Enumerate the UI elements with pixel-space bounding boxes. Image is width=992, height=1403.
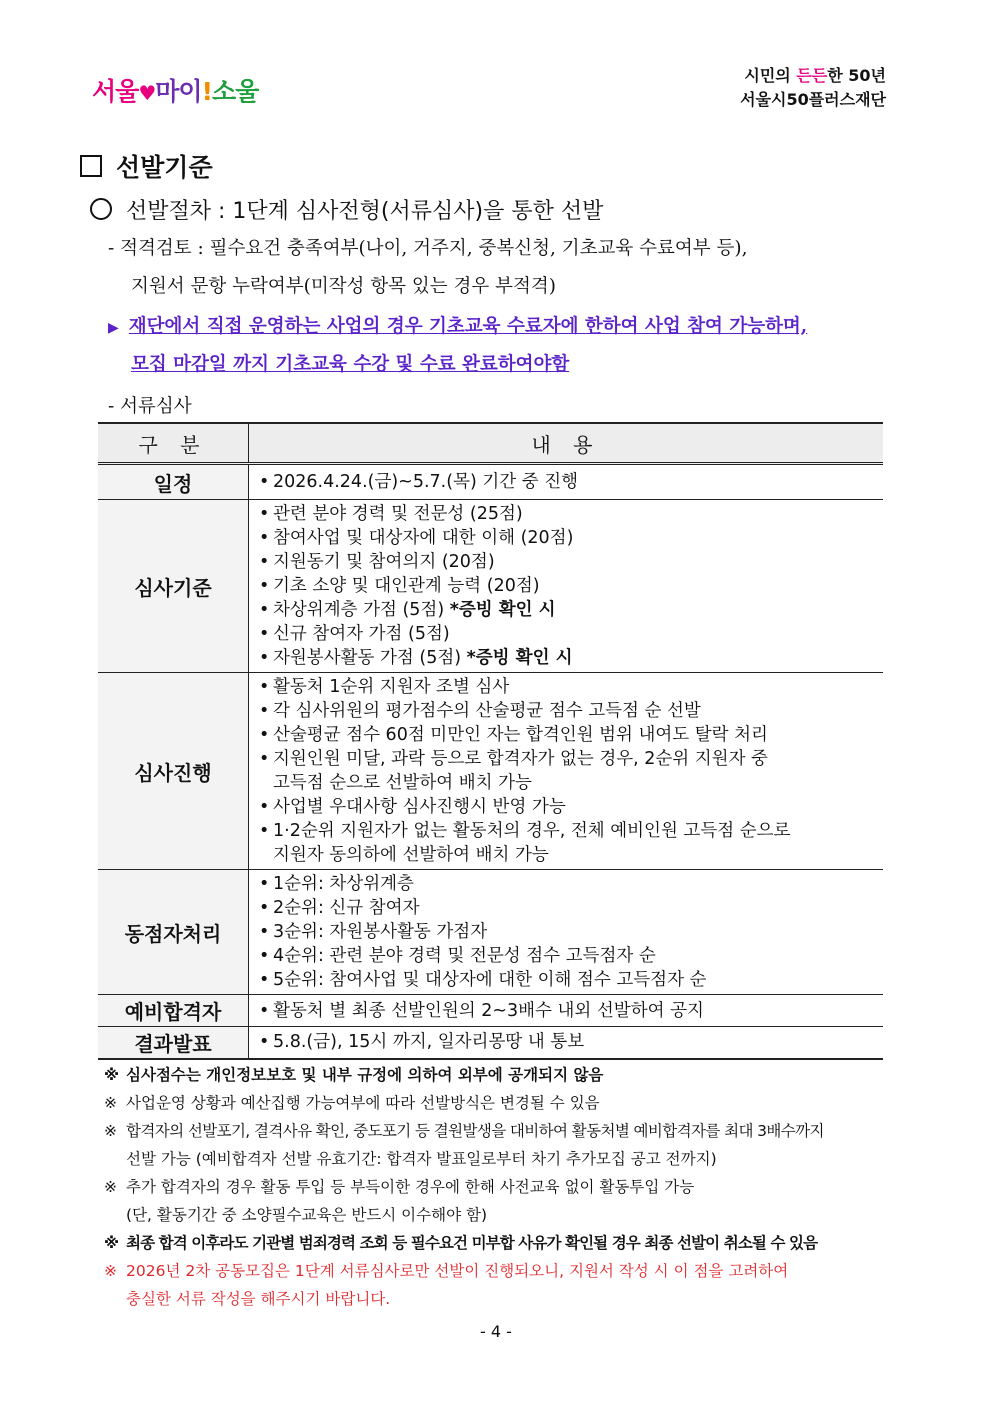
- note-item-continued: (단, 활동기간 중 소양필수교육은 반드시 이수해야 함): [126, 1206, 488, 1224]
- tagline-text: 시민의: [744, 66, 797, 85]
- notice-line-2: [131, 350, 569, 376]
- item-text: 2026.4.24.(금)~5.7.(목) 기간 중 진행: [273, 472, 579, 492]
- logo-part: 소울: [211, 77, 259, 106]
- note-item-continued: 충실한 서류 작성을 해주시기 바랍니다.: [126, 1290, 391, 1308]
- row-label: 결과발표: [98, 1027, 249, 1059]
- item-text: 산술평균 점수 60점 미만인 자는 합격인원 범위 내여도 탈락 처리: [273, 725, 768, 745]
- note-text: 심사점수는 개인정보보호 및 내부 규정에 의하여 외부에 공개되지 않음: [126, 1066, 604, 1084]
- table-row-result: [98, 1027, 883, 1059]
- tagline-line1: [740, 64, 886, 88]
- circle-bullet-icon: [90, 198, 112, 220]
- list-item: [259, 999, 883, 1023]
- logo-seoul-my-soul: [92, 72, 258, 108]
- notes-block: [104, 1061, 824, 1313]
- row-content: [249, 1027, 884, 1059]
- note-text: 합격자의 선발포기, 결격사유 확인, 중도포기 등 결원발생을 대비하여 활동처별 예비합격자를 최대 3배수까지: [126, 1122, 824, 1140]
- bullet-icon: •: [259, 922, 270, 942]
- tagline-text: 한 50년: [827, 66, 886, 85]
- bullet-icon: •: [259, 648, 270, 668]
- list-item-continued: 지원자 동의하에 선발하여 배치 가능: [273, 845, 549, 865]
- header-content: 내 용: [249, 423, 884, 464]
- item-text: 5.8.(금), 15시 까지, 일자리몽땅 내 통보: [273, 1032, 585, 1053]
- list-item: [259, 872, 883, 896]
- item-text: 각 심사위원의 평가점수의 산술평균 점수 고득점 순 선발: [273, 701, 701, 721]
- section-title: [80, 148, 213, 184]
- logo-part: 서울: [92, 77, 139, 106]
- heart-icon: ♥: [138, 81, 156, 105]
- logo-mark: !: [201, 77, 212, 106]
- list-item: [259, 574, 883, 598]
- row-label: 심사진행: [98, 673, 249, 870]
- table-row-reserve: [98, 995, 883, 1027]
- reference-mark-icon: ※: [104, 1234, 119, 1252]
- section-title-text: 선발기준: [116, 153, 213, 182]
- item-text: 5순위: 참여사업 및 대상자에 대한 이해 점수 고득점자 순: [273, 970, 707, 990]
- item-text: 1·2순위 지원자가 없는 활동처의 경우, 전체 예비인원 고득점 순으로: [273, 821, 791, 841]
- item-text: 관련 분야 경력 및 전문성 (25점): [273, 504, 523, 524]
- bullet-icon: •: [259, 725, 270, 745]
- table-row-criteria: [98, 500, 883, 673]
- row-label: 동점자처리: [98, 870, 249, 995]
- screening-line-2: 지원서 문항 누락여부(미작성 항목 있는 경우 부적격): [131, 276, 557, 297]
- bullet-icon: •: [259, 600, 270, 620]
- bullet-icon: •: [259, 874, 270, 894]
- header-category: 구 분: [98, 423, 249, 464]
- proof-note: *증빙 확인 시: [466, 648, 573, 668]
- notice-text: 재단에서 직접 운영하는 사업의 경우 기초교육 수료자에 한하여 사업 참여 가능하며,: [128, 316, 808, 337]
- bullet-icon: •: [259, 1032, 270, 1053]
- list-item: [259, 598, 883, 622]
- triangle-marker-icon: ▶: [108, 320, 119, 336]
- item-text: 활동처 별 최종 선발인원의 2~3배수 내외 선발하여 공지: [273, 1000, 704, 1021]
- row-content: [249, 870, 884, 995]
- foundation-tagline: [740, 64, 886, 112]
- bullet-icon: •: [259, 528, 270, 548]
- doc-review-label: - 서류심사: [108, 396, 192, 417]
- notice-text: 모집 마감일 까지 기초교육 수강 및 수료 완료하여야함: [131, 354, 570, 375]
- list-item: [259, 699, 883, 723]
- item-text: 지원인원 미달, 과락 등으로 합격자가 없는 경우, 2순위 지원자 중: [273, 749, 768, 769]
- bullet-icon: •: [259, 749, 270, 769]
- note-item: [104, 1257, 824, 1285]
- row-label: 심사기준: [98, 500, 249, 673]
- list-item: [259, 550, 883, 574]
- list-item: [259, 944, 883, 968]
- bullet-icon: •: [259, 677, 270, 697]
- reference-mark-icon: ※: [104, 1262, 117, 1280]
- item-text: 1순위: 차상위계층: [273, 874, 414, 894]
- screening-line-1: - 적격검토 : 필수요건 충족여부(나이, 거주지, 중복신청, 기초교육 수료여부 등),: [108, 238, 748, 259]
- bullet-icon: •: [259, 624, 270, 644]
- proof-note: *증빙 확인 시: [449, 600, 556, 620]
- reference-mark-icon: ※: [104, 1122, 117, 1140]
- bullet-icon: •: [259, 576, 270, 596]
- list-item: [259, 646, 883, 670]
- row-content: [249, 500, 884, 673]
- reference-mark-icon: ※: [104, 1178, 117, 1196]
- bullet-icon: •: [259, 797, 270, 817]
- note-text: 2026년 2차 공동모집은 1단계 서류심사로만 선발이 진행되오니, 지원서 작성 시 이 점을 고려하여: [126, 1262, 789, 1280]
- bullet-icon: •: [259, 821, 270, 841]
- table-row-schedule: [98, 464, 883, 500]
- table-row-tie: [98, 870, 883, 995]
- list-item: [259, 795, 883, 819]
- reference-mark-icon: ※: [104, 1094, 117, 1112]
- bullet-icon: •: [259, 898, 270, 918]
- list-item: [259, 1030, 883, 1054]
- item-text: 신규 참여자 가점 (5점): [273, 624, 450, 644]
- item-text: 자원봉사활동 가점 (5점): [273, 648, 467, 668]
- procedure-text: 선발절차 : 1단계 심사전형(서류심사)을 통한 선발: [126, 199, 604, 224]
- table-header-row: [98, 423, 883, 464]
- note-item: [104, 1173, 824, 1201]
- item-text: 기초 소양 및 대인관계 능력 (20점): [273, 576, 540, 596]
- logo-part: 마이: [155, 77, 202, 106]
- list-item-continued: 고득점 순으로 선발하여 배치 가능: [273, 773, 532, 793]
- item-text: 4순위: 관련 분야 경력 및 전문성 점수 고득점자 순: [273, 946, 656, 966]
- list-item: [259, 968, 883, 992]
- bullet-icon: •: [259, 1000, 270, 1021]
- note-text: 최종 합격 이후라도 기관별 범죄경력 조회 등 필수요건 미부합 사유가 확인될 경우 최종 선발이 취소될 수 있음: [126, 1234, 818, 1252]
- item-text: 차상위계층 가점 (5점): [273, 600, 450, 620]
- page-number: - 4 -: [480, 1322, 512, 1341]
- table-row-process: [98, 673, 883, 870]
- bullet-icon: •: [259, 504, 270, 524]
- checkbox-square-icon: [80, 155, 102, 177]
- note-item-continued: 선발 가능 (예비합격자 선발 유효기간: 합격자 발표일로부터 차기 추가모집 공고 전까지): [126, 1150, 717, 1168]
- selection-table: [98, 422, 883, 1060]
- list-item: [259, 470, 883, 494]
- list-item: [259, 502, 883, 526]
- note-item: [104, 1061, 824, 1089]
- note-item: [104, 1229, 824, 1257]
- list-item: [259, 920, 883, 944]
- notice-line-1: [108, 312, 807, 338]
- item-text: 지원동기 및 참여의지 (20점): [273, 552, 495, 572]
- list-item: [259, 819, 883, 843]
- item-text: 2순위: 신규 참여자: [273, 898, 420, 918]
- row-label: 예비합격자: [98, 995, 249, 1027]
- note-text: 추가 합격자의 경우 활동 투입 등 부득이한 경우에 한해 사전교육 없이 활동투입 가능: [126, 1178, 695, 1196]
- list-item: [259, 896, 883, 920]
- row-content: [249, 673, 884, 870]
- row-content: [249, 464, 884, 500]
- row-content: [249, 995, 884, 1027]
- item-text: 3순위: 자원봉사활동 가점자: [273, 922, 488, 942]
- row-label: 일정: [98, 464, 249, 500]
- list-item: [259, 675, 883, 699]
- procedure-heading: [90, 194, 603, 225]
- item-text: 활동처 1순위 지원자 조별 심사: [273, 677, 510, 697]
- list-item: [259, 747, 883, 771]
- item-text: 사업별 우대사항 심사진행시 반영 가능: [273, 797, 566, 817]
- list-item: [259, 526, 883, 550]
- bullet-icon: •: [259, 472, 270, 492]
- note-item: [104, 1117, 824, 1145]
- tagline-emphasis: 든든: [796, 66, 828, 85]
- bullet-icon: •: [259, 946, 270, 966]
- bullet-icon: •: [259, 701, 270, 721]
- bullet-icon: •: [259, 970, 270, 990]
- note-text: 사업운영 상황과 예산집행 가능여부에 따라 선발방식은 변경될 수 있음: [126, 1094, 600, 1112]
- list-item: [259, 622, 883, 646]
- item-text: 참여사업 및 대상자에 대한 이해 (20점): [273, 528, 574, 548]
- note-item: [104, 1089, 824, 1117]
- reference-mark-icon: ※: [104, 1066, 120, 1084]
- foundation-name: 서울시50플러스재단: [740, 90, 886, 109]
- bullet-icon: •: [259, 552, 270, 572]
- list-item: [259, 723, 883, 747]
